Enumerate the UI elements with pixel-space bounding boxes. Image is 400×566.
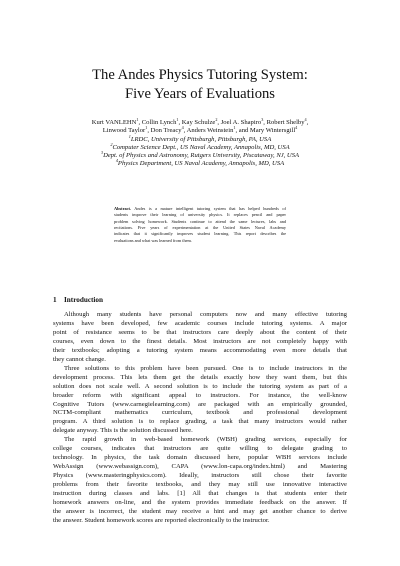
text-line: Although many students have personal computers now and many effective tutoring bbox=[64, 311, 347, 318]
paragraph-2 bbox=[53, 365, 347, 437]
text-line: WebAssign (www.webassign.com), CAPA (www.lon-capa.org/index.html) and Mastering bbox=[53, 463, 347, 471]
authors-line-1: Kurt VANLEHN$^1$, Collin Lynch$^1$, Kay Schulze$^2$, Joel A. Shapiro$^3$, Robert Shelby$^4$, bbox=[91, 116, 309, 126]
paragraph-3 bbox=[53, 436, 347, 526]
text-line: courses, even down to the finest details. Most instructors are not completely happy with bbox=[53, 337, 347, 345]
section-heading bbox=[53, 296, 103, 304]
section-title: Introduction bbox=[64, 296, 104, 304]
text-line: problems from their favorite textbooks, and they may still use innovative interactive bbox=[53, 481, 347, 489]
text-line: point of resistance seems to be that instructors care deeply about the content of their bbox=[53, 328, 347, 336]
text-line: solution does not scale well. A second solution is to include the tutoring system as part of a bbox=[53, 382, 347, 390]
text-line: college courses, indicates that instructors are quite willing to delegate grading to bbox=[53, 445, 347, 453]
author-block bbox=[40, 116, 360, 169]
text-line: homework answers on-line, and the system provides immediate feedback on the answer. If bbox=[53, 499, 347, 507]
title-line-1: The Andes Physics Tutoring System: bbox=[92, 67, 308, 83]
title-line-2: Five Years of Evaluations bbox=[125, 86, 275, 102]
text-line: instruction during classes and labs. [1] All that changes is that students enter their bbox=[53, 490, 347, 498]
affiliation-4: $^4$Physics Department, US Naval Academy, Annapolis, MD, USA bbox=[115, 158, 285, 168]
text-line: systems have been developed, few academic courses include tutoring systems. A major bbox=[53, 319, 347, 327]
text-line: Physics (www.masteringphysics.com). Ideally, instructors still chose their favorite bbox=[53, 472, 347, 480]
text-line: technology. In physics, the task domain discussed here, popular WBH services include bbox=[53, 454, 347, 462]
text-line: development process. This lets them get the details exactly how they want them, but this bbox=[53, 373, 347, 381]
authors-line-2: Linwood Taylor$^1$, Don Treacy$^4$, Anders Weinstein$^1$, and Mary Wintersgill$^4$ bbox=[102, 125, 298, 135]
affiliation-1: $^1$LRDC, University of Pittsburgh, Pittsburgh, PA, USA bbox=[128, 133, 272, 143]
abstract-line: indicates that it significantly improves student learning. This report describes the bbox=[114, 231, 286, 237]
text-line: delegate anyway. This is the solution discussed here. bbox=[53, 427, 193, 435]
text-line: they cannot change. bbox=[53, 355, 106, 363]
abstract-line: Abstract. Andes is a mature intelligent tutoring system that has helped hundreds of bbox=[114, 206, 286, 211]
text-line: broader reform with significant appeal to instructors. For instance, the well-know bbox=[53, 391, 347, 399]
section-number: 1 bbox=[53, 296, 57, 304]
text-line: Cognitive Tutors (www.carnegielearning.com) are packaged with an empirically grounded, bbox=[53, 400, 347, 408]
abstract-label: Abstract. bbox=[114, 206, 132, 211]
body-text bbox=[53, 311, 347, 526]
affiliation-2: $^2$Computer Science Dept., US Naval Academy, Annapolis, MD, USA bbox=[110, 141, 290, 151]
affiliation-3: $^3$Dept. of Physics and Astronomy, Rutgers University, Piscataway, NJ, USA bbox=[100, 150, 300, 160]
abstract bbox=[114, 206, 286, 244]
abstract-line: recitations. Five years of experimentation at the United States Naval Academy bbox=[114, 225, 286, 231]
paragraph-1 bbox=[53, 311, 347, 365]
text-line: Three solutions to this problem have been pursued. One is to include instructors in the bbox=[64, 364, 347, 372]
text-line: the answer is incorrect, the student may receive a hint and may get another chance to derive bbox=[53, 507, 347, 515]
text-line: the answer. Student homework scores are reported electronically to the instructor. bbox=[53, 516, 270, 524]
abstract-line: students improve their learning of university physics. It replaces pencil and paper bbox=[114, 212, 286, 218]
text-line: their textbooks; adopting a tutoring system means accommodating even more details that bbox=[53, 346, 347, 354]
abstract-line: evaluations and what was learned from them. bbox=[114, 237, 192, 243]
text-line: NCTM-compliant mathematics curriculum, textbook and professional development bbox=[53, 409, 347, 417]
text-line: program. A third solution is to replace grading, a task that many instructors would rather bbox=[53, 418, 347, 426]
text-line: The rapid growth in web-based homework (WBH) grading services, especially for bbox=[64, 436, 347, 444]
abstract-line: problem solving homework. Students continue to attend the same lectures, labs and bbox=[114, 218, 286, 224]
paper-title bbox=[40, 66, 360, 104]
